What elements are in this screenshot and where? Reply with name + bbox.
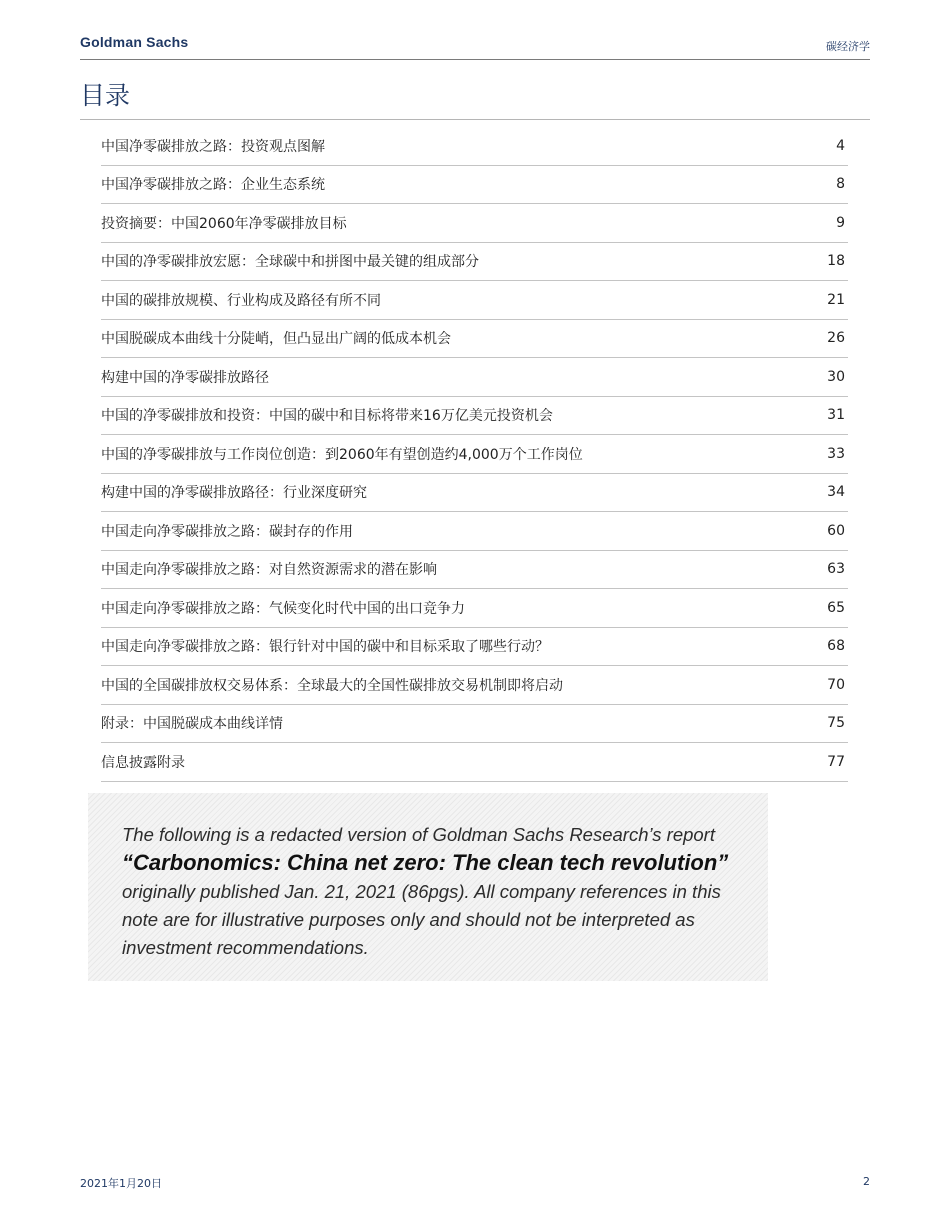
toc-entry-label: 附录：中国脱碳成本曲线详情: [101, 716, 283, 733]
note-text-after: originally published Jan. 21, 2021 (86pgs). All company references in this note are for illustrative purposes only and should not be interpreted as investment recommendations.: [122, 881, 721, 958]
toc-entry-page: 77: [827, 753, 845, 770]
title-divider: [80, 119, 870, 120]
toc-entry-label: 中国的全国碳排放权交易体系：全球最大的全国性碳排放交易机制即将启动: [101, 677, 563, 694]
redaction-note: [88, 793, 768, 981]
toc-entry-label: 构建中国的净零碳排放路径：行业深度研究: [101, 485, 367, 502]
toc-entry[interactable]: [101, 281, 848, 320]
toc-entry[interactable]: [101, 127, 848, 166]
toc-title: 目录: [80, 81, 131, 110]
toc-entry[interactable]: [101, 551, 848, 590]
toc-entry-page: 34: [827, 484, 845, 501]
toc-entry-label: 中国净零碳排放之路：投资观点图解: [101, 138, 325, 155]
note-text: [122, 821, 734, 962]
toc-entry[interactable]: [101, 358, 848, 397]
toc-entry[interactable]: [101, 474, 848, 513]
toc-entry-page: 60: [827, 522, 845, 539]
toc-entry-label: 中国走向净零碳排放之路：碳封存的作用: [101, 523, 353, 540]
toc-entry-label: 中国走向净零碳排放之路：对自然资源需求的潜在影响: [101, 562, 437, 579]
toc-entry-page: 18: [827, 253, 845, 270]
header-divider: [80, 59, 870, 60]
toc-entry-label: 中国走向净零碳排放之路：银行针对中国的碳中和目标采取了哪些行动？: [101, 639, 549, 656]
toc-entry-page: 70: [827, 676, 845, 693]
toc-list: [101, 127, 848, 782]
toc-entry[interactable]: [101, 589, 848, 628]
toc-entry-label: 信息披露附录: [101, 754, 185, 771]
toc-entry[interactable]: [101, 166, 848, 205]
toc-entry-page: 8: [836, 176, 845, 193]
toc-entry[interactable]: [101, 705, 848, 744]
toc-entry-page: 9: [836, 214, 845, 231]
toc-entry-page: 26: [827, 330, 845, 347]
toc-entry-page: 68: [827, 638, 845, 655]
toc-entry-page: 4: [836, 137, 845, 154]
toc-entry-page: 63: [827, 561, 845, 578]
toc-entry-label: 中国的净零碳排放与工作岗位创造：到2060年有望创造约4,000万个工作岗位: [101, 446, 583, 463]
toc-entry[interactable]: [101, 397, 848, 436]
toc-entry-label: 中国的碳排放规模、行业构成及路径有所不同: [101, 292, 381, 309]
toc-entry[interactable]: [101, 320, 848, 359]
toc-entry-label: 中国净零碳排放之路：企业生态系统: [101, 177, 325, 194]
toc-entry-label: 中国的净零碳排放宏愿：全球碳中和拼图中最关键的组成部分: [101, 254, 479, 271]
footer-date: 2021年1月20日: [80, 1177, 162, 1190]
toc-entry[interactable]: [101, 628, 848, 667]
toc-entry[interactable]: [101, 204, 848, 243]
toc-entry-page: 30: [827, 368, 845, 385]
note-text-before: The following is a redacted version of Goldman Sachs Research’s report: [122, 824, 715, 845]
toc-entry-label: 中国脱碳成本曲线十分陡峭，但凸显出广阔的低成本机会: [101, 331, 451, 348]
toc-entry-label: 投资摘要：中国2060年净零碳排放目标: [101, 215, 347, 232]
toc-entry[interactable]: [101, 666, 848, 705]
toc-entry-label: 中国的净零碳排放和投资：中国的碳中和目标将带来16万亿美元投资机会: [101, 408, 553, 425]
note-report-title: “Carbonomics: China net zero: The clean tech revolution”: [122, 850, 729, 875]
footer-page-number: 2: [863, 1175, 870, 1188]
toc-entry-page: 31: [827, 407, 845, 424]
brand-logo: Goldman Sachs: [80, 34, 189, 50]
toc-entry-label: 构建中国的净零碳排放路径: [101, 369, 269, 386]
toc-entry[interactable]: [101, 435, 848, 474]
toc-entry-page: 75: [827, 715, 845, 732]
toc-entry[interactable]: [101, 243, 848, 282]
toc-entry[interactable]: [101, 512, 848, 551]
toc-entry-page: 21: [827, 291, 845, 308]
toc-entry-page: 33: [827, 445, 845, 462]
toc-entry-page: 65: [827, 599, 845, 616]
toc-entry[interactable]: [101, 743, 848, 782]
toc-entry-label: 中国走向净零碳排放之路：气候变化时代中国的出口竞争力: [101, 600, 465, 617]
section-label: 碳经济学: [826, 40, 870, 53]
